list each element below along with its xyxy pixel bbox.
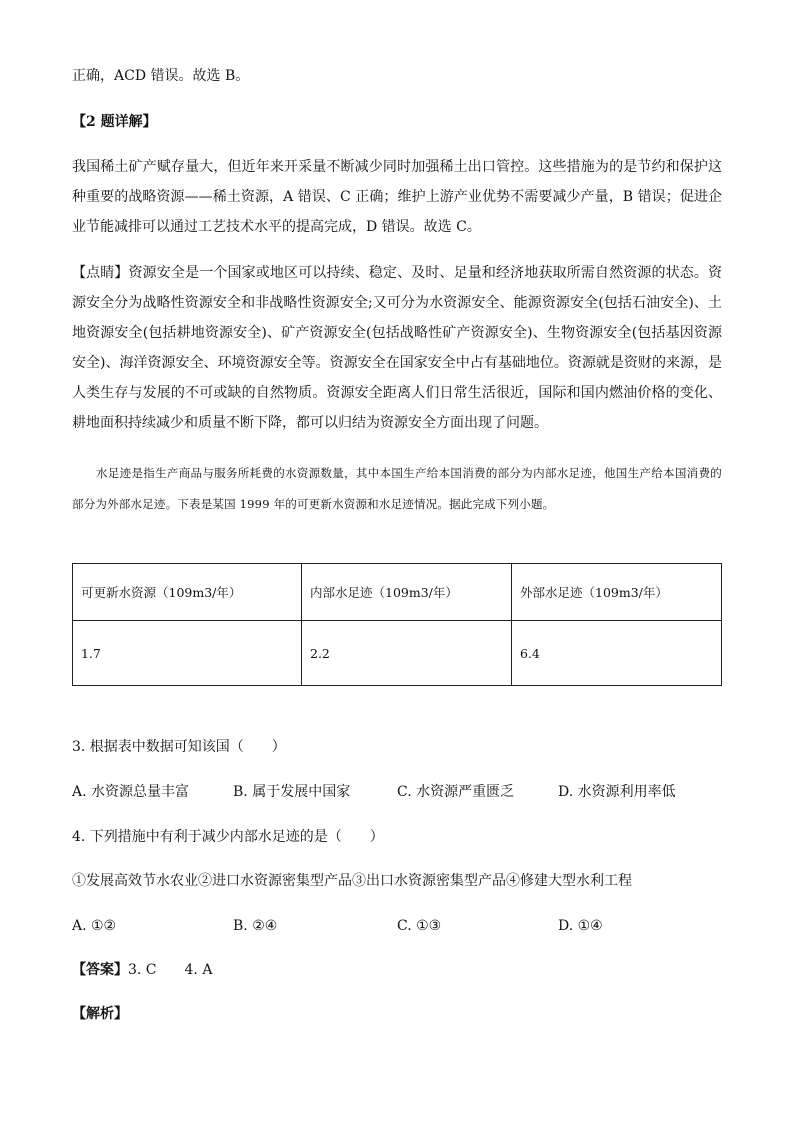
q3-option-b[interactable]: B. 属于发展中国家 [233,784,351,800]
q3-option-a[interactable]: A. 水资源总量丰富 [72,784,190,800]
material-intro: 水足迹是指生产商品与服务所耗费的水资源数量，其中本国生产给本国消费的部分为内部水足迹，他国生产给本国消费的部分为外部水足迹。下表是某国 1999 年的可更新水资源和水足迹情况。据此完成下列小题。 [72,466,722,511]
q3-option-c[interactable]: C. 水资源严重匮乏 [397,784,515,800]
analysis-label: 【解析】 [72,1006,128,1022]
header-external-footprint: 外部水足迹（109m3/年） [512,564,722,621]
header-internal-footprint: 内部水足迹（109m3/年） [302,564,512,621]
q4-option-c[interactable]: C. ①③ [397,918,442,934]
q4-option-b[interactable]: B. ②④ [233,918,278,934]
answer-values: 3. C 4. A [128,962,213,978]
q3-option-d[interactable]: D. 水资源利用率低 [558,784,676,800]
tip-paragraph: 【点睛】资源安全是一个国家或地区可以持续、稳定、及时、足量和经济地获取所需自然资源的状态。资源安全分为战略性资源安全和非战略性资源安全;又可分为水资源安全、能源资源安全(包括石油安全)、土地资源安全(包括耕地资源安全)、矿产资源安全(包括战略性矿产资源安全)、生物资源安全(包括基因资源安全)、海洋资源安全、环境资源安全等。资源安全在国家安全中占有基础地位。资源就是资财的来源，是人类生存与发展的不可或缺的自然物质。资源安全距离人们日常生活很近，国际和国内燃油价格的变化、耕地面积持续减少和质量不断下降，都可以归结为资源安全方面出现了问题。 [72,265,722,431]
q2-explanation: 我国稀土矿产赋存量大，但近年来开采量不断减少同时加强稀土出口管控。这些措施为的是节约和保护这种重要的战略资源——稀土资源，A 错误、C 正确；维护上游产业优势不需要减少产量，B 错误；促进企业节能减排可以通过工艺技术水平的提高完成，D 错误。故选 C。 [72,159,722,235]
q2-detail-header: 【2 题详解】 [72,114,157,130]
header-renewable-water: 可更新水资源（109m3/年） [73,564,302,621]
q4-statements: ①发展高效节水农业②进口水资源密集型产品③出口水资源密集型产品④修建大型水利工程 [72,873,632,889]
q4-stem: 4. 下列措施中有利于减少内部水足迹的是（ ） [72,829,384,845]
previous-answer-tail: 正确，ACD 错误。故选 B。 [72,68,250,84]
value-external-footprint: 6.4 [512,621,722,686]
q4-option-d[interactable]: D. ①④ [558,918,603,934]
answer-line [72,960,212,980]
q4-option-a[interactable]: A. ①② [72,918,117,934]
table-header-row [73,564,722,621]
table-row [73,621,722,686]
water-footprint-table [72,563,722,686]
value-renewable-water: 1.7 [73,621,302,686]
q3-stem: 3. 根据表中数据可知该国（ ） [72,739,286,755]
value-internal-footprint: 2.2 [302,621,512,686]
answer-label: 【答案】 [72,962,128,978]
